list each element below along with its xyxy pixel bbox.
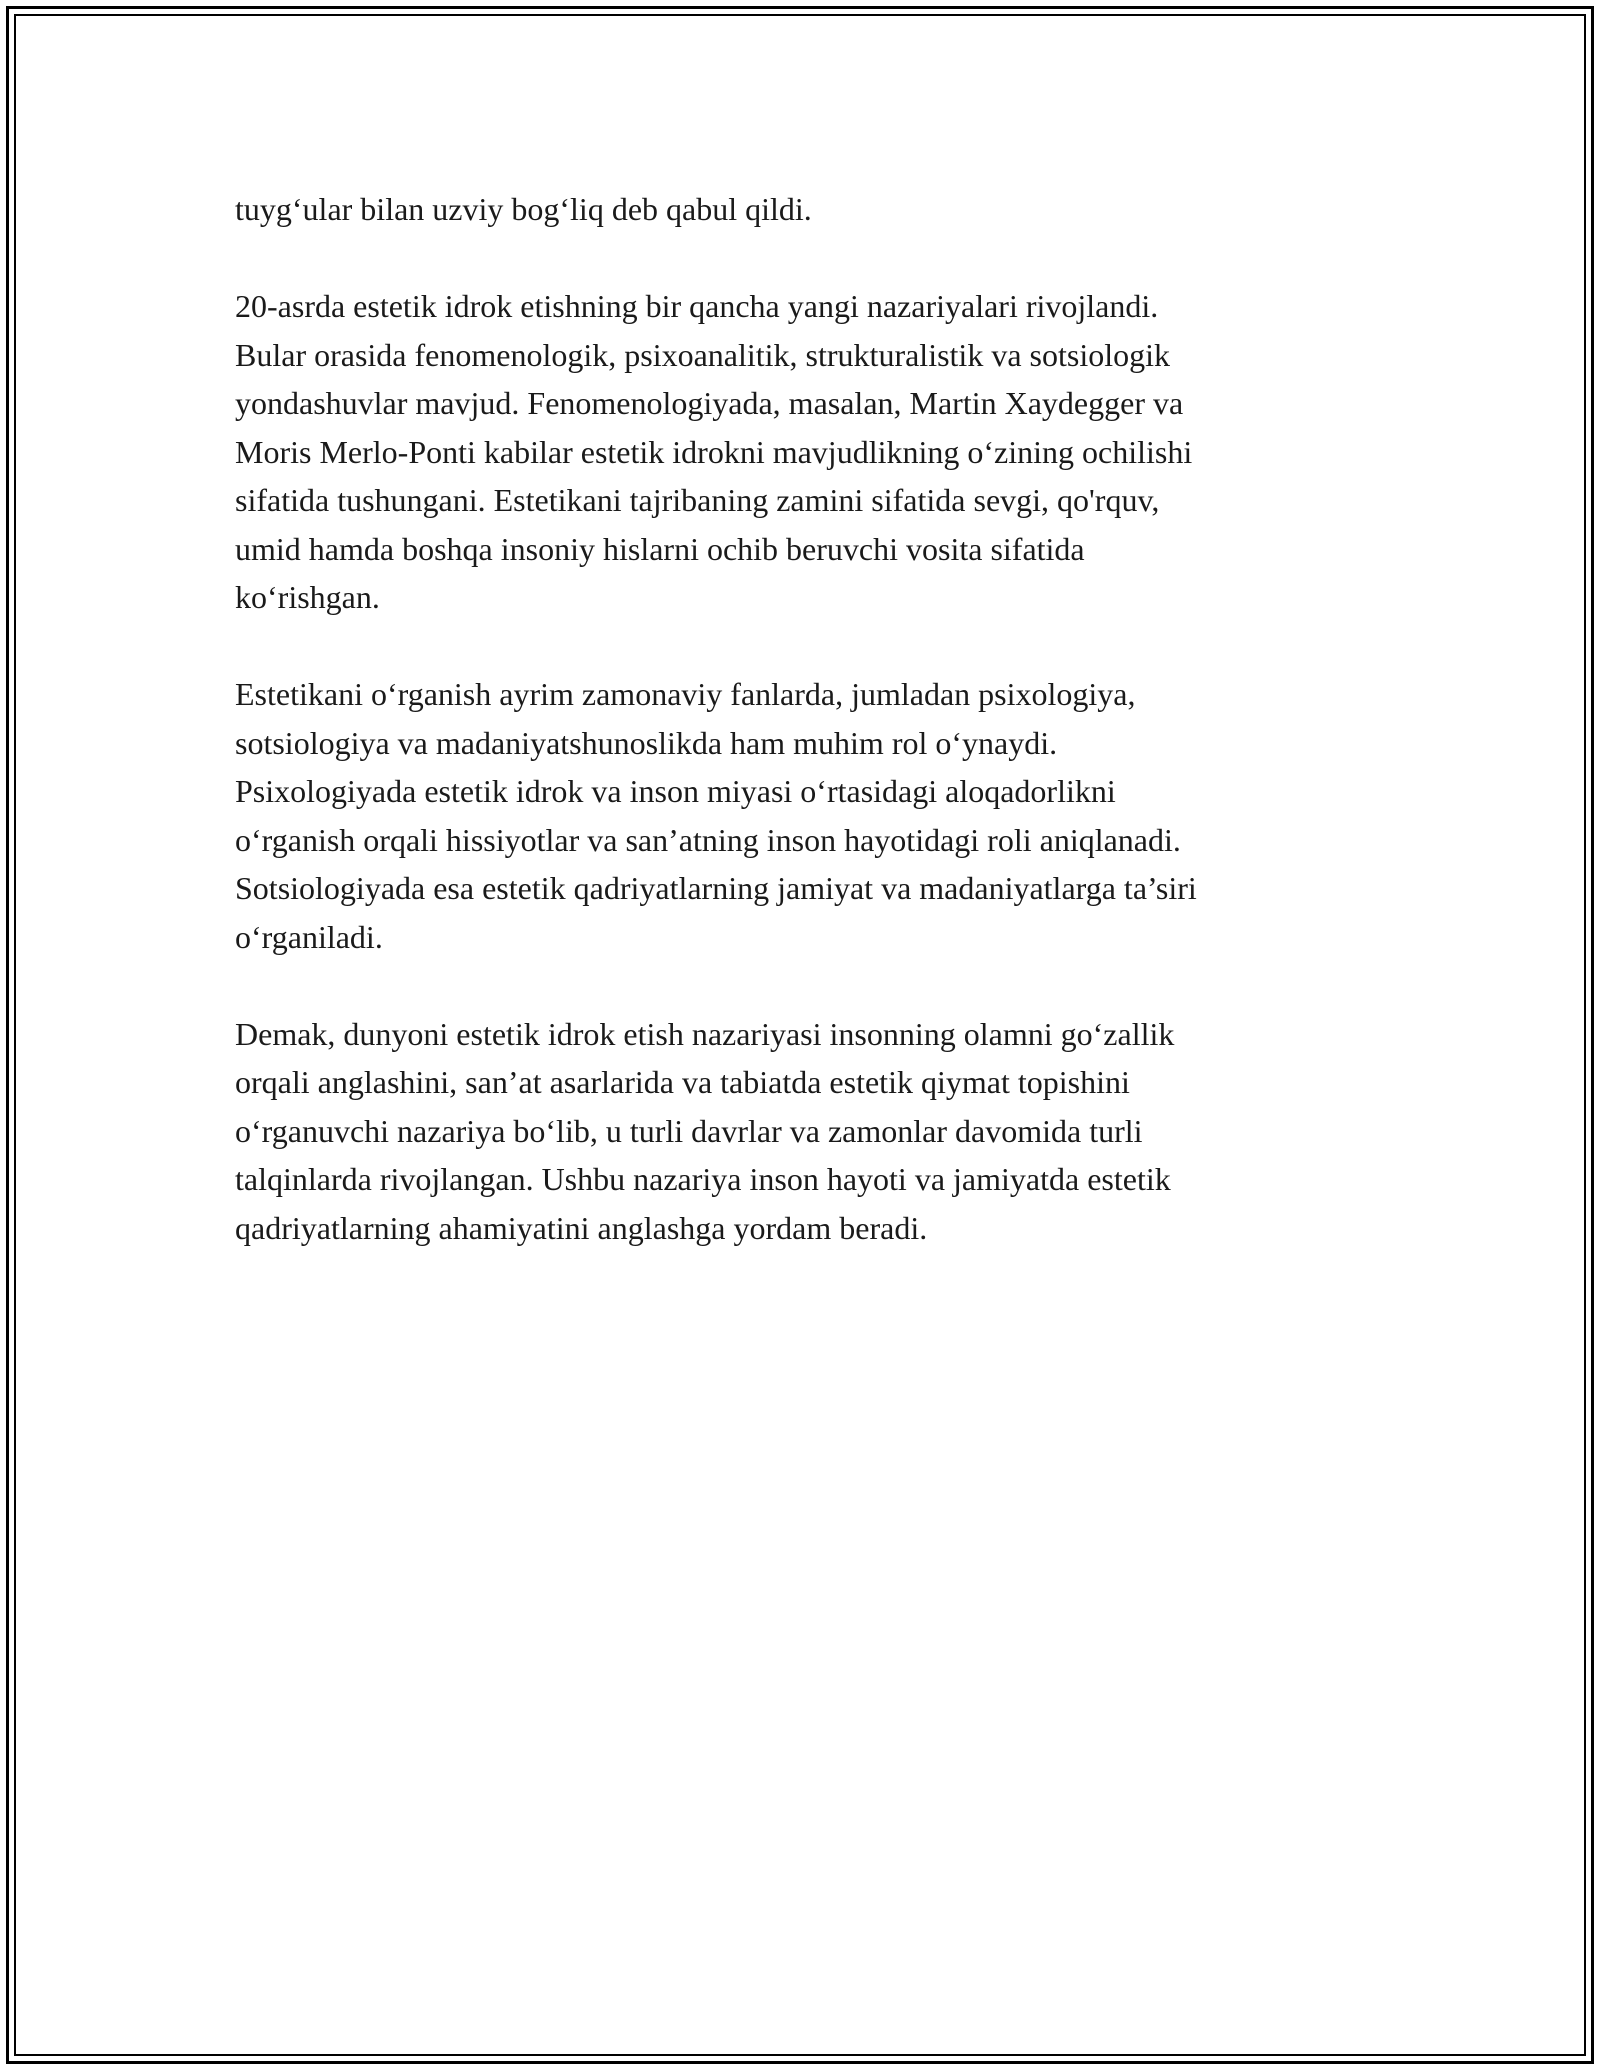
text-line: Moris Merlo-Ponti kabilar estetik idrokni mavjudlikning o‘zining ochilishi [235,433,1193,470]
text-line: Demak, dunyoni estetik idrok etish nazariyasi insonning olamni go‘zallik [235,1015,1175,1052]
text-line: qadriyatlarning ahamiyatini anglashga yordam beradi. [235,1209,928,1246]
text-line: o‘rganuvchi nazariya bo‘lib, u turli davrlar va zamonlar davomida turli [235,1112,1143,1149]
text-line: Bular orasida fenomenologik, psixoanalitik, strukturalistik va sotsiologik [235,336,1170,373]
paragraph-3 [235,670,1365,961]
text-line: o‘rganiladi. [235,918,383,955]
text-line: Psixologiyada estetik idrok va inson miyasi o‘rtasidagi aloqadorlikni [235,773,1116,809]
text-line: ko‘rishgan. [235,579,380,615]
text-line: Sotsiologiyada esa estetik qadriyatlarning jamiyat va madaniyatlarga ta’siri [235,870,1197,906]
text-line: Estetikani o‘rganish ayrim zamonaviy fanlarda, jumladan psixologiya, [235,676,1136,712]
paragraph-4 [235,1010,1365,1253]
text-line: umid hamda boshqa insoniy hislarni ochib beruvchi vosita sifatida [235,530,1085,567]
text-line: yondashuvlar mavjud. Fenomenologiyada, masalan, Martin Xaydegger va [235,385,1184,421]
paragraph-2 [235,282,1365,622]
text-line: orqali anglashini, san’at asarlarida va tabiatda estetik qiymat topishini [235,1064,1130,1100]
paragraph-1 [235,185,1365,234]
text-line: tuyg‘ular bilan uzviy bog‘liq deb qabul qildi. [235,191,812,227]
document-body [235,185,1365,1301]
text-line: sotsiologiya va madaniyatshunoslikda ham muhim rol o‘ynaydi. [235,724,1058,761]
text-line: 20-asrda estetik idrok etishning bir qancha yangi nazariyalari rivojlandi. [235,288,1159,324]
text-line: o‘rganish orqali hissiyotlar va san’atning inson hayotidagi roli aniqlanadi. [235,821,1181,858]
text-line: sifatida tushungani. Estetikani tajribaning zamini sifatida sevgi, qo'rquv, [235,482,1160,518]
text-line: talqinlarda rivojlangan. Ushbu nazariya inson hayoti va jamiyatda estetik [235,1161,1171,1197]
